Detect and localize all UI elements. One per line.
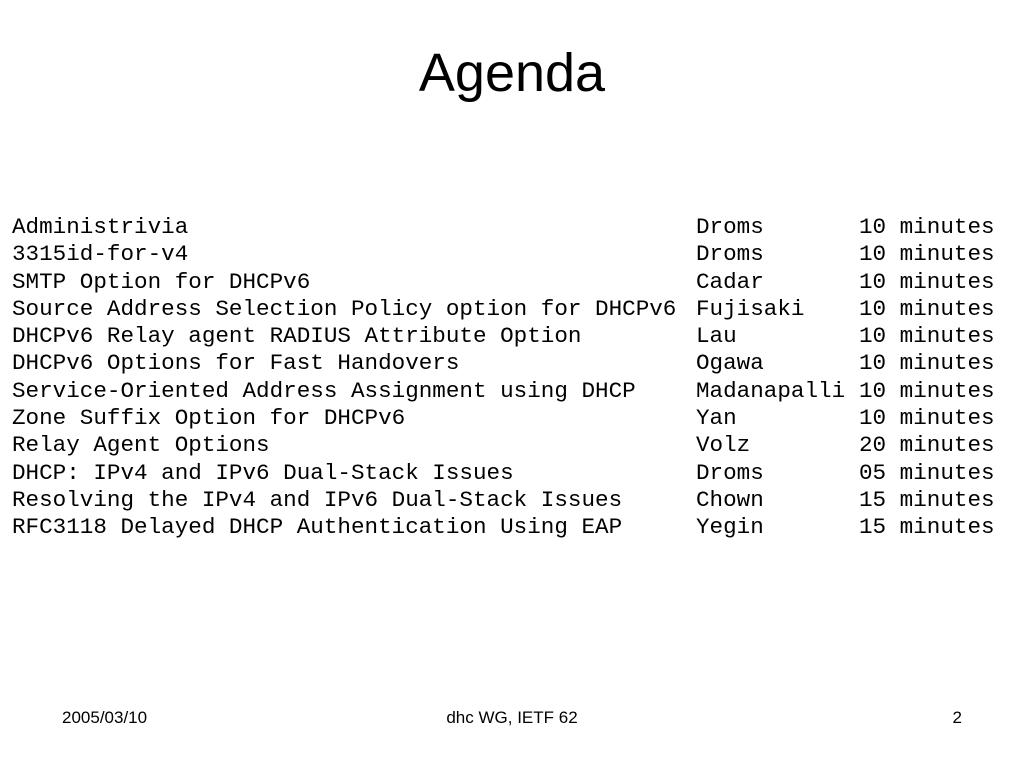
agenda-row [12, 487, 1012, 514]
agenda-topic: DHCPv6 Relay agent RADIUS Attribute Option [12, 323, 582, 350]
agenda-presenter: Cadar [696, 268, 764, 295]
agenda-duration: 10 minutes [859, 405, 995, 432]
agenda-list [12, 214, 1012, 542]
footer-event: dhc WG, IETF 62 [446, 708, 578, 727]
agenda-duration: 10 minutes [859, 241, 995, 268]
agenda-presenter: Fujisaki [696, 295, 805, 322]
agenda-presenter: Droms [696, 459, 764, 486]
agenda-duration: 10 minutes [859, 323, 995, 350]
agenda-duration: 20 minutes [859, 432, 995, 459]
agenda-row [12, 432, 1012, 459]
agenda-row [12, 350, 1012, 377]
agenda-row [12, 378, 1012, 405]
agenda-topic: Service-Oriented Address Assignment using DHCP [12, 377, 636, 404]
agenda-topic: Zone Suffix Option for DHCPv6 [12, 405, 406, 432]
agenda-presenter: Madanapalli [696, 377, 846, 404]
agenda-duration: 15 minutes [859, 486, 995, 513]
agenda-topic: RFC3118 Delayed DHCP Authentication Using EAP [12, 514, 623, 541]
agenda-row [12, 405, 1012, 432]
agenda-presenter: Lau [696, 323, 737, 350]
agenda-duration: 10 minutes [859, 295, 995, 322]
agenda-row [12, 323, 1012, 350]
agenda-row [12, 241, 1012, 268]
page-number: 2 [952, 708, 962, 727]
agenda-duration: 10 minutes [859, 214, 995, 240]
slide-title: Agenda [418, 43, 606, 103]
agenda-row [12, 460, 1012, 487]
agenda-topic: Administrivia [12, 214, 189, 240]
agenda-duration: 10 minutes [859, 377, 995, 404]
agenda-duration: 10 minutes [859, 268, 995, 295]
agenda-topic: 3315id-for-v4 [12, 241, 189, 268]
agenda-presenter: Droms [696, 214, 764, 240]
agenda-row [12, 296, 1012, 323]
agenda-presenter: Yegin [696, 514, 764, 541]
agenda-duration: 10 minutes [859, 350, 995, 377]
agenda-topic: Resolving the IPv4 and IPv6 Dual-Stack Issues [12, 486, 623, 513]
agenda-topic: DHCP: IPv4 and IPv6 Dual-Stack Issues [12, 459, 514, 486]
agenda-row [12, 269, 1012, 296]
agenda-presenter: Yan [696, 405, 737, 432]
agenda-duration: 05 minutes [859, 459, 995, 486]
agenda-presenter: Chown [696, 486, 764, 513]
agenda-topic: Relay Agent Options [12, 432, 270, 459]
agenda-presenter: Volz [696, 432, 751, 459]
agenda-topic: DHCPv6 Options for Fast Handovers [12, 350, 460, 377]
agenda-presenter: Ogawa [696, 350, 764, 377]
agenda-topic: SMTP Option for DHCPv6 [12, 268, 311, 295]
agenda-duration: 15 minutes [859, 514, 995, 541]
agenda-row [12, 514, 1012, 541]
agenda-presenter: Droms [696, 241, 764, 268]
agenda-row [12, 214, 1012, 241]
footer-date: 2005/03/10 [62, 708, 148, 727]
agenda-topic: Source Address Selection Policy option for DHCPv6 [12, 295, 677, 322]
